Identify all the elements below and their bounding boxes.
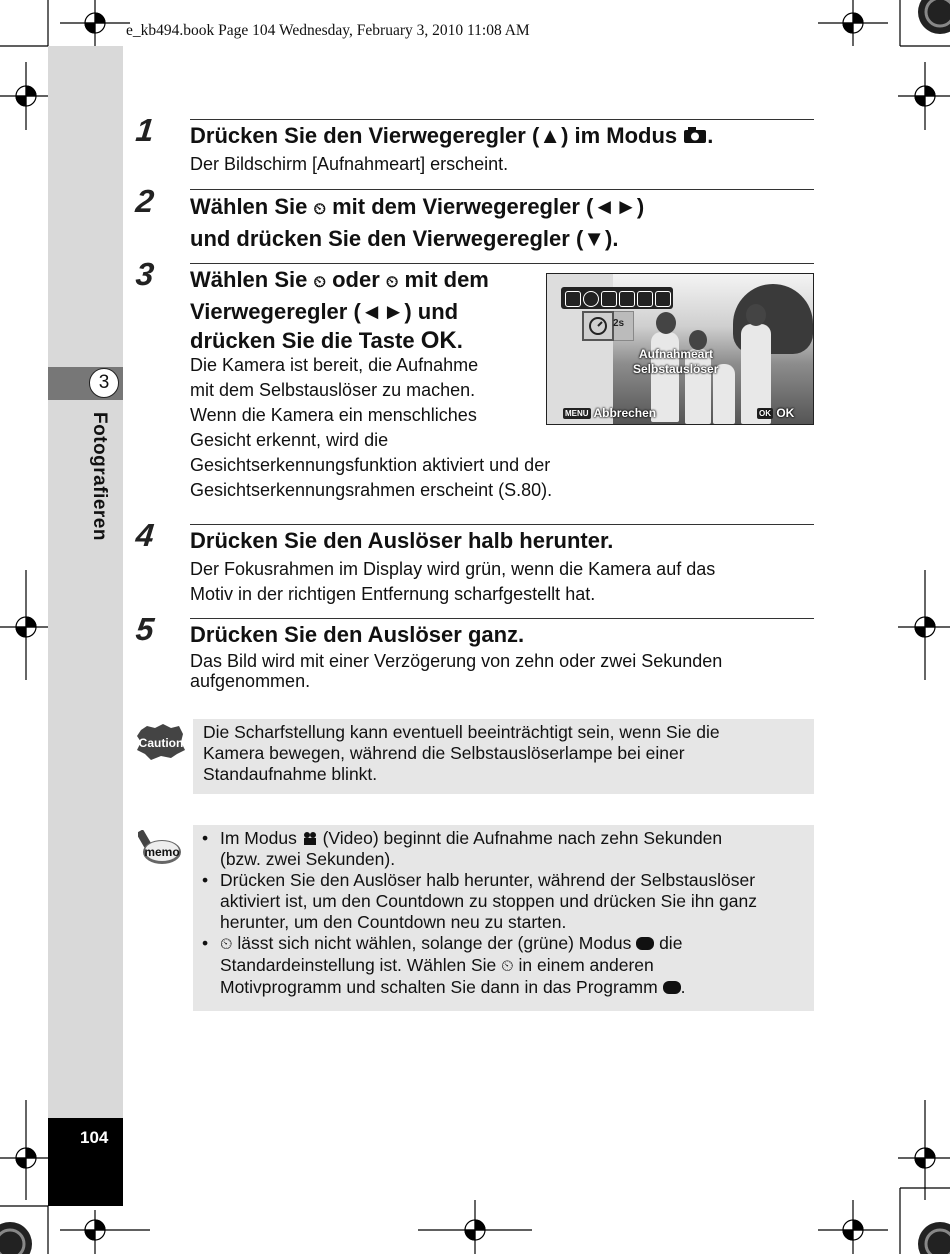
self-timer-icon: ⏲ (313, 201, 326, 218)
step-title-text: Drücken Sie den Vierwegeregler (▲) im Modus (190, 123, 678, 148)
step-number: 2 (134, 183, 156, 219)
step-divider (190, 263, 814, 264)
step-title-text: mit dem Vierwegeregler (◄►) (332, 194, 645, 219)
drive-mode-bar (561, 287, 673, 309)
timer-2s-label: 2s (613, 318, 625, 329)
lcd-bottom-bar (547, 402, 813, 424)
step-body (190, 353, 552, 503)
crosshair-left-2 (0, 570, 52, 680)
memo-text: Drücken Sie den Auslöser halb herunter, während der Selbstauslöser (220, 870, 756, 890)
crosshair-top-right (818, 0, 888, 46)
continuous-icon (601, 291, 617, 307)
step-body-line: mit dem Selbstauslöser zu machen. (190, 380, 476, 400)
step-title-text: Wählen Sie (190, 194, 308, 219)
step-title (190, 121, 713, 150)
self-timer-icon (583, 291, 599, 307)
crosshair-right-2 (898, 570, 950, 680)
memo-text: . (680, 977, 686, 997)
step-divider (190, 524, 814, 525)
color-target-bottom-left (0, 1222, 32, 1254)
memo-text: Im Modus (220, 828, 297, 848)
memo-text: aktiviert ist, um den Countdown zu stoppen und drücken Sie ihn ganz (220, 891, 757, 911)
menu-badge: MENU (565, 409, 589, 419)
lcd-menu-title: Aufnahmeart (639, 347, 714, 361)
step-body-line: Gesichtserkennungsrahmen erscheint (S.80). (190, 480, 553, 500)
step-title: Drücken Sie den Auslöser halb herunter. (190, 528, 614, 553)
step-body-line: Motiv in der richtigen Entfernung scharfgestellt hat. (190, 584, 596, 604)
step-number: 3 (134, 256, 156, 292)
crosshair-left-1 (0, 62, 52, 130)
step-body-line: Gesichtserkennungsfunktion aktiviert und der (190, 455, 551, 475)
remote-icon (637, 291, 653, 307)
step-title-text: Vierwegeregler (◄►) und (190, 299, 459, 324)
step-title: Drücken Sie den Auslöser ganz. (190, 622, 525, 647)
crosshair-bottom-1 (60, 1210, 150, 1254)
memo-text: in einem anderen (518, 955, 654, 975)
step-title-text: Wählen Sie (190, 267, 308, 292)
self-timer-icon (584, 313, 612, 339)
selected-timer-option (582, 311, 614, 341)
step-title-text: oder (332, 267, 380, 292)
memo-item (193, 828, 806, 870)
movie-mode-icon (302, 831, 318, 845)
step-body-line: Das Bild wird mit einer Verzögerung von zehn oder zwei Sekunden (190, 651, 723, 671)
memo-text: (Video) beginnt die Aufnahme nach zehn Sekunden (322, 828, 723, 848)
step-number: 1 (134, 112, 156, 148)
step-divider (190, 189, 814, 190)
step-title-text: drücken Sie die Taste (190, 328, 415, 353)
ok-label: OK (776, 406, 795, 420)
menu-cancel (563, 406, 656, 420)
step-body (190, 557, 715, 607)
chapter-number: 3 (89, 368, 119, 398)
crosshair-bottom-2 (418, 1200, 532, 1254)
step-title-text: und drücken Sie den Vierwegeregler (▼). (190, 226, 619, 251)
crosshair-bottom-3 (818, 1200, 888, 1254)
ok-badge: OK (759, 409, 771, 419)
memo-item (193, 870, 806, 933)
page-number: 104 (80, 1128, 109, 1147)
self-timer-2s-icon: ⏲ (385, 274, 399, 291)
person-head (656, 312, 676, 334)
auto-picture-mode-icon (663, 981, 681, 994)
self-timer-icon: ⏲ (313, 274, 326, 291)
memo-text: herunter, um den Countdown neu zu starten. (220, 912, 567, 932)
remote-3s-icon (655, 291, 671, 307)
step-body-line: Wenn die Kamera ein menschliches (190, 405, 477, 425)
step-number: 4 (134, 517, 156, 553)
memo-list (193, 825, 814, 998)
memo-item (193, 933, 806, 998)
ok-confirm (757, 406, 794, 420)
memo-icon (138, 830, 182, 866)
person-head (746, 304, 766, 326)
caution-icon (137, 724, 185, 760)
print-header: e_kb494.book Page 104 Wednesday, February 3, 2010 11:08 AM (126, 22, 530, 39)
auto-picture-mode-icon (636, 937, 654, 950)
step-body-line: Die Kamera ist bereit, die Aufnahme (190, 355, 479, 375)
camera-lcd-screenshot (546, 273, 814, 425)
self-timer-2s-icon: ⏲ (501, 958, 514, 975)
crosshair-right-1 (898, 62, 950, 130)
caution-line: Standaufnahme blinkt. (203, 764, 378, 784)
crosshair-left-3 (0, 1100, 52, 1200)
single-frame-icon (565, 291, 581, 307)
camera-icon (683, 126, 707, 144)
caution-line: Kamera bewegen, während die Selbstauslöserlampe bei einer (203, 743, 685, 763)
step-title-end: . (456, 328, 463, 353)
caution-line: Die Scharfstellung kann eventuell beeinträchtigt sein, wenn Sie die (203, 722, 720, 742)
step-body (190, 651, 722, 691)
crosshair-right-3 (898, 1100, 950, 1200)
lcd-menu-value: Selbstauslöser (633, 362, 719, 376)
caution-label: Caution (138, 736, 184, 750)
burst-icon (619, 291, 635, 307)
chapter-title: Fotografieren (89, 412, 110, 541)
step-body-line: aufgenommen. (190, 671, 311, 691)
memo-text: die (659, 933, 683, 953)
memo-text: Motivprogramm und schalten Sie dann in das Programm (220, 977, 658, 997)
step-title-text: mit dem (404, 267, 489, 292)
step-number: 5 (134, 611, 156, 647)
step-title (190, 265, 540, 355)
ok-button-glyph: OK (420, 327, 457, 354)
crosshair-top-left (60, 0, 130, 46)
step-divider (190, 119, 814, 120)
color-target-top-right (918, 0, 950, 34)
caution-box (193, 719, 814, 794)
step-title-end: . (707, 123, 714, 148)
cancel-label: Abbrechen (593, 406, 657, 420)
self-timer-2s-icon: ⏲ (220, 936, 233, 953)
step-divider (190, 618, 814, 619)
memo-text: Standardeinstellung ist. Wählen Sie (220, 955, 497, 975)
step-body-line: Gesicht erkennt, wird die (190, 430, 389, 450)
step-title (190, 192, 644, 253)
step-body: Der Bildschirm [Aufnahmeart] erscheint. (190, 154, 509, 174)
memo-label: memo (144, 845, 180, 859)
caution-text (193, 719, 814, 785)
step-body-line: Der Fokusrahmen im Display wird grün, wenn die Kamera auf das (190, 559, 716, 579)
color-target-bottom-right (918, 1222, 950, 1254)
memo-text: lässt sich nicht wählen, solange der (grüne) Modus (237, 933, 632, 953)
chapter-sidebar (48, 46, 123, 1206)
memo-text: (bzw. zwei Sekunden). (220, 849, 396, 869)
memo-box (193, 825, 814, 1011)
